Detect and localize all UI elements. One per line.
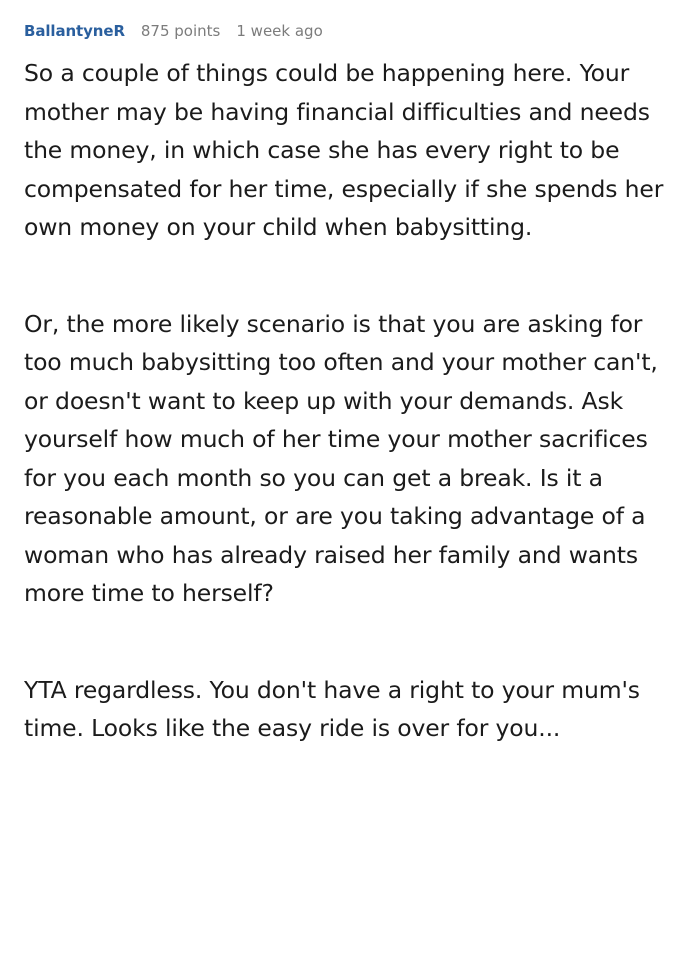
comment-score: 875 points bbox=[140, 22, 221, 40]
comment-header bbox=[24, 22, 676, 40]
comment-timestamp: 1 week ago bbox=[236, 22, 323, 40]
comment-author[interactable]: BallantyneR bbox=[24, 22, 125, 40]
comment-paragraph: So a couple of things could be happening here. Your mother may be having financial difficulties and needs the money, in which case she has every right to be compensated for her time, especially if she spends her own money on your child when babysitting. bbox=[24, 59, 664, 242]
comment-paragraph: Or, the more likely scenario is that you are asking for too much babysitting too often and your mother can't, or doesn't want to keep up with your demands. Ask yourself how much of her time your mother sacrifices for you each month so you can get a break. Is it a reasonable amount, or are you taking advantage of a woman who has already raised her family and wants more time to herself? bbox=[24, 309, 658, 608]
comment-paragraph: YTA regardless. You don't have a right to your mum's time. Looks like the easy ride is over for you... bbox=[24, 675, 640, 743]
comment-body bbox=[24, 54, 676, 748]
